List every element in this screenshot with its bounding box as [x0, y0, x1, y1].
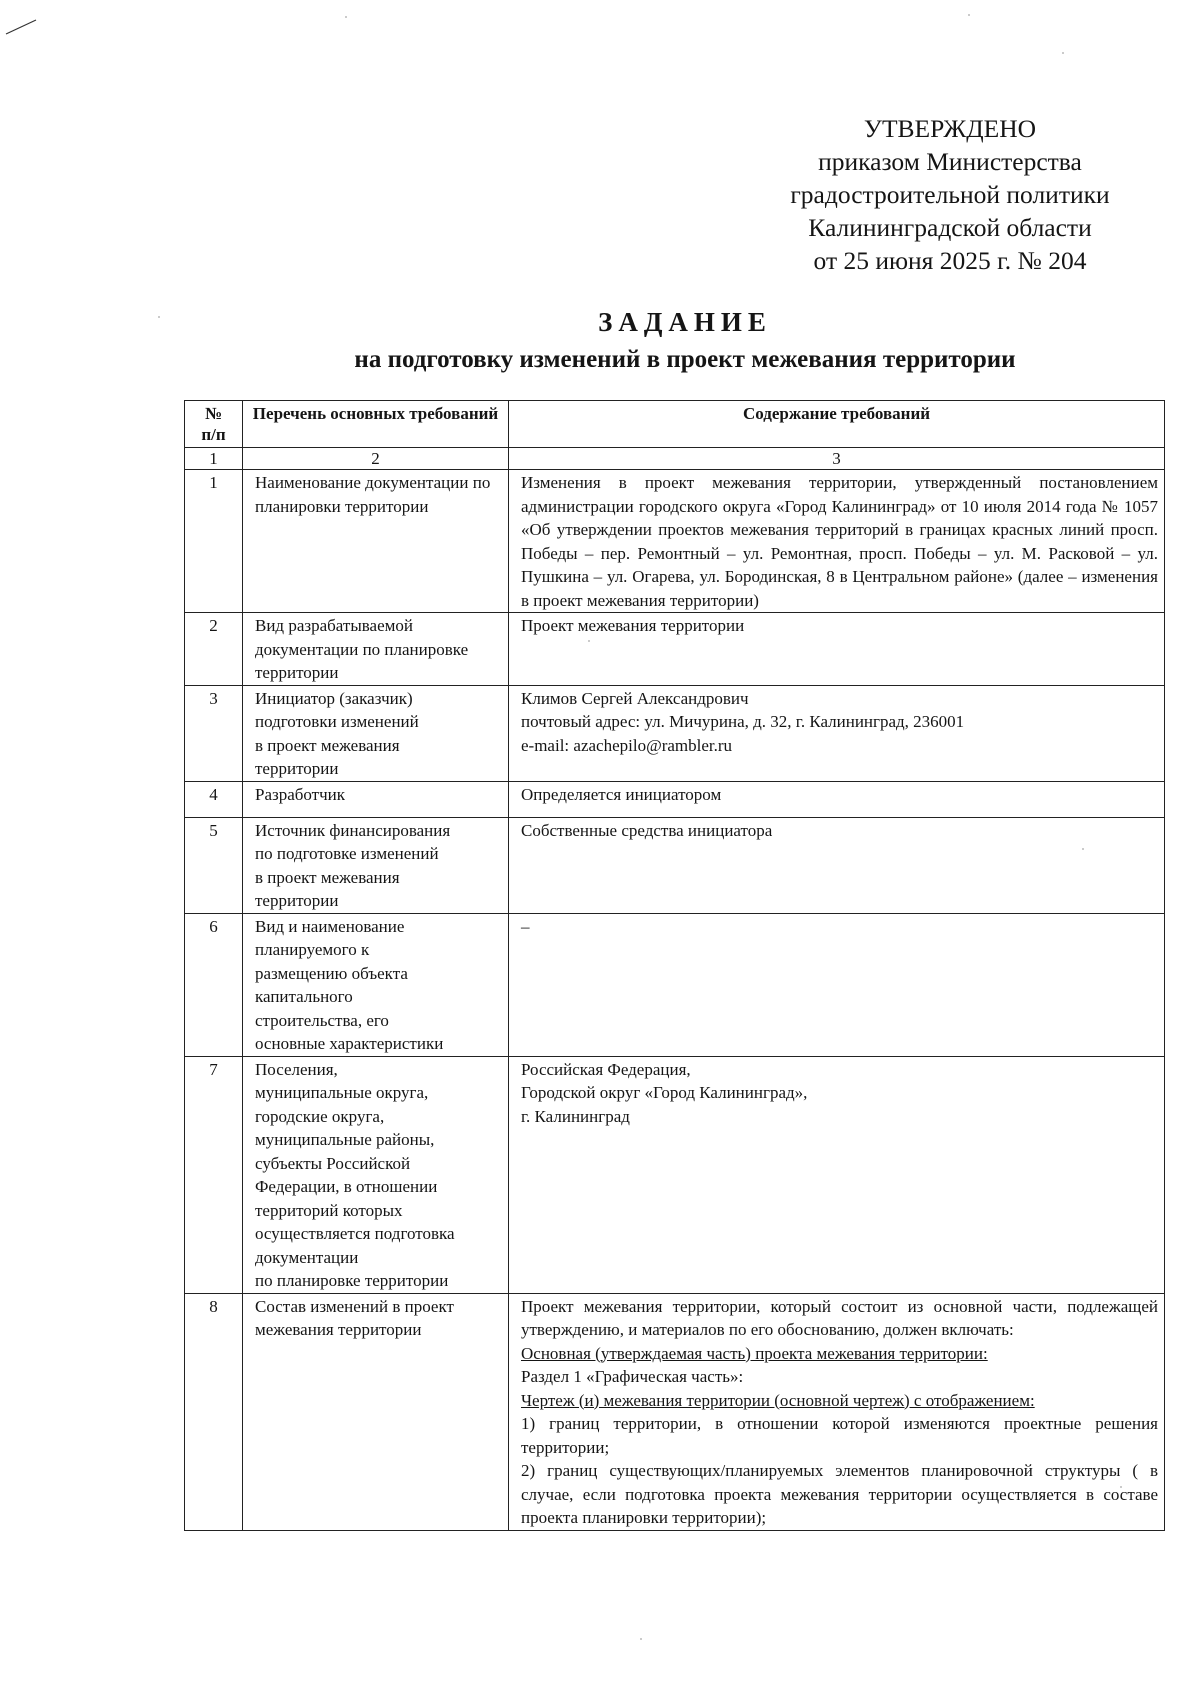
requirements-table [184, 400, 1165, 1531]
requirement-name-line: территорий которых [255, 1200, 403, 1220]
approval-line: УТВЕРЖДЕНО [863, 114, 1037, 143]
table-row [185, 1056, 1165, 1293]
content-paragraph: 1) границ территории, в отношении которой изменяются проектные решения территории; [521, 1414, 1158, 1457]
scan-speck [1062, 52, 1064, 54]
requirement-name-line: субъекты Российской [255, 1153, 411, 1173]
header-number-line: № [204, 404, 223, 423]
requirement-content: Изменения в проект межевания территории, утвержденный постановлением администрации городского округа «Город Калининград» от 10 июля 2014 года № 1057 «Об утверждении проектов межевания территорий в границах красных линий просп. Победы – пер. Ремонтный – ул. Ремонтная, просп. Победы – ул. М. Расковой – ул. Пушкина – ул. Огарева, ул. Бородинская, 8 в Центральном районе» (далее – изменения в проект межевания территории) [509, 470, 1165, 613]
scan-mark [0, 0, 60, 40]
table-row [185, 685, 1165, 781]
row-number: 1 [185, 470, 243, 613]
requirement-name-line: в проект межевания [255, 735, 400, 755]
requirement-name [243, 685, 509, 781]
header-number [185, 401, 243, 448]
table-header-row [185, 401, 1165, 448]
requirement-name-line: осуществляется подготовка [255, 1224, 455, 1243]
requirement-name [243, 1056, 509, 1293]
initiator-email: e-mail: azachepilo@rambler.ru [521, 735, 733, 755]
column-number-row [185, 448, 1165, 470]
row-number: 2 [185, 613, 243, 686]
approval-line: от 25 июня 2025 г. № 204 [813, 246, 1087, 275]
requirement-content [509, 685, 1165, 781]
table-row [185, 781, 1165, 817]
requirement-name: Вид разрабатываемой документации по планировке территории [243, 613, 509, 686]
content-paragraph-underlined: Чертеж (и) межевания территории (основной чертеж) с отображением: [521, 1390, 1035, 1410]
territory-line: Российская Федерация, [521, 1059, 691, 1079]
requirement-content: – [509, 913, 1165, 1056]
column-number: 3 [509, 448, 1165, 470]
scan-speck [640, 1638, 642, 1640]
requirement-name-line: подготовки изменений [255, 712, 419, 731]
requirement-name-line: Федерации, в отношении [255, 1177, 438, 1196]
initiator-name: Климов Сергей Александрович [521, 688, 749, 708]
scan-speck [345, 16, 347, 18]
row-number: 8 [185, 1293, 243, 1530]
requirement-content [509, 1056, 1165, 1293]
approval-line: приказом Министерства [818, 147, 1082, 176]
requirement-name-line: муниципальные районы, [255, 1130, 435, 1149]
content-paragraph: Проект межевания территории, который состоит из основной части, подлежащей утверждению, и материалов по его обоснованию, должен включать: [521, 1296, 1158, 1339]
content-paragraph-underlined: Основная (утверждаемая часть) проекта межевания территории: [521, 1343, 988, 1363]
approval-line: градостроительной политики [790, 180, 1110, 209]
approval-line: Калининградской области [808, 213, 1092, 242]
approval-stamp [760, 112, 1140, 277]
table-row [185, 913, 1165, 1056]
requirement-name-line: документации [255, 1247, 359, 1267]
requirement-name-line: Источник финансирования [255, 820, 451, 840]
row-number: 3 [185, 685, 243, 781]
column-number: 2 [243, 448, 509, 470]
requirement-name-line: по подготовке изменений [255, 844, 439, 863]
scan-speck [158, 316, 160, 318]
table-row [185, 817, 1165, 913]
requirement-name-line: по планировке территории [255, 1271, 449, 1290]
requirement-name-line: в проект межевания [255, 867, 400, 887]
title-block [185, 305, 1185, 377]
scan-speck [968, 14, 970, 16]
content-paragraph: Раздел 1 «Графическая часть»: [521, 1367, 744, 1386]
requirement-name: Состав изменений в проект межевания территории [243, 1293, 509, 1530]
requirement-name: Разработчик [243, 781, 509, 817]
table-row [185, 470, 1165, 613]
requirement-name [243, 817, 509, 913]
requirement-name: Вид и наименование планируемого к размещению объекта капитального строительства, его основные характеристики [243, 913, 509, 1056]
row-number: 4 [185, 781, 243, 817]
requirement-content: Проект межевания территории [509, 613, 1165, 686]
initiator-address: почтовый адрес: ул. Мичурина, д. 32, г. Калининград, 236001 [521, 712, 965, 731]
header-requirements-content: Содержание требований [509, 401, 1165, 448]
column-number: 1 [185, 448, 243, 470]
requirement-content: Собственные средства инициатора [509, 817, 1165, 913]
requirement-content [509, 1293, 1165, 1530]
requirement-name-line: территории [255, 759, 339, 778]
row-number: 5 [185, 817, 243, 913]
content-paragraph: 2) границ существующих/планируемых элементов планировочной структуры ( в случае, если подготовка проекта межевания территории осуществляется в составе проекта планировки территории); [521, 1461, 1158, 1527]
requirement-name-line: Поселения, [255, 1059, 338, 1079]
requirement-name-line: городские округа, [255, 1106, 385, 1126]
requirement-name-line: Инициатор (заказчик) [255, 688, 413, 708]
row-number: 6 [185, 913, 243, 1056]
requirement-name-line: муниципальные округа, [255, 1083, 429, 1102]
table-row [185, 613, 1165, 686]
requirement-name-line: территории [255, 891, 339, 910]
header-number-line: п/п [201, 425, 226, 444]
header-requirements-list: Перечень основных требований [243, 401, 509, 448]
territory-line: Городской округ «Город Калининград», [521, 1083, 808, 1102]
requirement-name: Наименование документации по планировки территории [243, 470, 509, 613]
territory-line: г. Калининград [521, 1106, 630, 1126]
row-number: 7 [185, 1056, 243, 1293]
document-title: ЗАДАНИЕ [598, 307, 772, 337]
table-row [185, 1293, 1165, 1530]
requirement-content: Определяется инициатором [509, 781, 1165, 817]
document-subtitle: на подготовку изменений в проект межевания территории [354, 346, 1016, 373]
